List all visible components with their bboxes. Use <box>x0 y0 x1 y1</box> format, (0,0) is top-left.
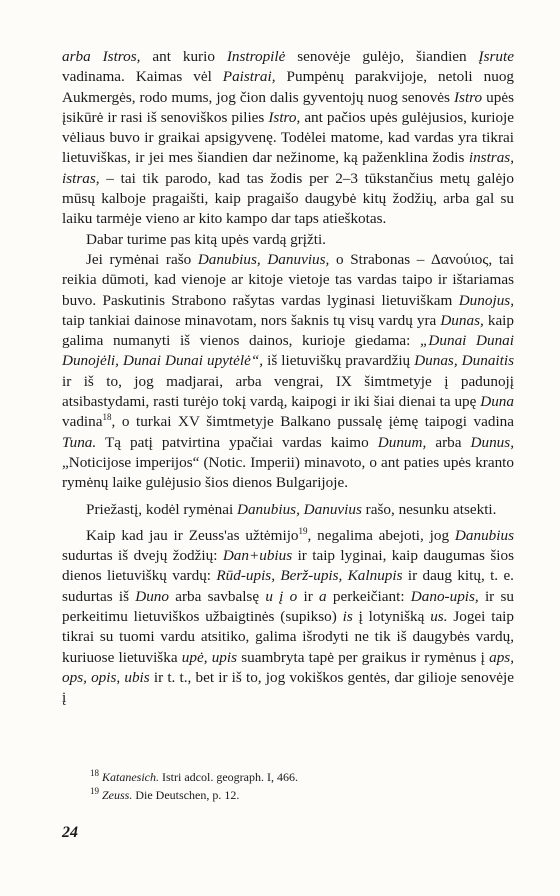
footnote-18: $^{18}$ Katanesich. Istri adcol. geograph. I, 466. <box>90 768 298 784</box>
paragraph-3: Jei rymėnai rašo Danubius, Danuvius, o Strabonas – Δανούιος, tai reikia dūmoti, kad vienoje ar kitoje vietoje tas vardas taipo ir ištariamas buvo. Paskutinis Strabono rašytas vardas lyginasi lietuviškam Dunojus, taip tankiai dainose minavotam, nors šaknis tų visų vardų yra Dunas, kaip galima numanyti iš vienos dainos, kurioje giedama: „Dunai Dunai Dunojėli, Dunai Dunai upytėlė“, iš lietuviškų pravardžių Dunas, Dunaitis ir iš to, jog madjarai, arba vengrai, IX šimtmetyje į padunojį atsibastydami, rasti turėjo tokį vardą, kaipogi ir iki šiai dienai ta upę Duna vadina$^{18}$, o turkai XV šimtmetyje Balkano pussalę įėmę taipogi vadina Tuna. Tą patį patvirtina ypačiai vardas kaimo Dunum, arba Dunus, „Noticijose imperijos“ (Notic. Imperii) minavoto, o ant paties upės kranto rymėnų laike gulėjusio šios dienos Bulgarijoje. <box>62 250 514 492</box>
body-text <box>62 47 514 709</box>
footnote-ref-18[interactable]: 18 <box>102 412 112 423</box>
page-number: 24 <box>62 824 78 841</box>
paragraph-5: Kaip kad jau ir Zeuss'as užtėmijo$^{19}$, negalima abejoti, jog Danubius sudurtas iš dvejų žodžių: Dan+ubius ir taip lyginai, kaip daugumas šios dienos lietuviškų vardų: Rūd-upis, Berž-upis, Kalnupis ir daug kitų, t. e. sudurtas iš Duno arba savbalsę u į o ir a perkeičiant: Dano-upis, ir su perkeitimu lietuviškos užbaigtinės (supikso) is į lotynišką us. Jogei taip tikrai su tuomi vardu atsitiko, galima išrodyti ne tik iš daugybės vardų, kuriuose lietuviška upė, upis suambryta tapė per graikus ir rymėnus į aps, ops, opis, ubis ir t. t., bet ir iš to, jog vokiškos gentės, dar gilioje senovėje į <box>62 525 514 707</box>
footnotes <box>90 768 510 804</box>
footnote-ref-19[interactable]: 19 <box>298 525 308 536</box>
paragraph-1: arba Istros, ant kurio Instropilė senovėje gulėjo, šiandien Įsrute vadinama. Kaimas vėl Paistrai, Pumpėnų parakvijoje, netoli nuog Aukmergės, rodo mums, jog čion dalis gyventojų nuog senovės Istro upės įsikūrė ir rasi iš senoviškos pilies Istro, ant pačios upės gulėjusios, kurioje vėliaus buvo ir graikai apsigyvenę. Todėlei matome, kad vardas yra tikrai lietuviškas, ir jei mes šiandien dar nežinome, ką paženklina žodis instras, istras, – tai tik parodo, kad tas žodis per 2–3 tūkstančius metų galėjo mūsų kalboje pragaišti, kaip pragaišo daugybė kitų žodžių, arba gal su laiku tarmėje vieno ar kito kampo dar taps atieškotas. <box>62 48 515 228</box>
paragraph-4: Priežastį, kodėl rymėnai Danubius, Danuvius rašo, nesunku atsekti. <box>86 500 497 518</box>
footnote-19: $^{19}$ Zeuss. Die Deutschen, p. 12. <box>90 786 240 802</box>
paragraph-2: Dabar turime pas kitą upės vardą grįžti. <box>86 230 326 248</box>
